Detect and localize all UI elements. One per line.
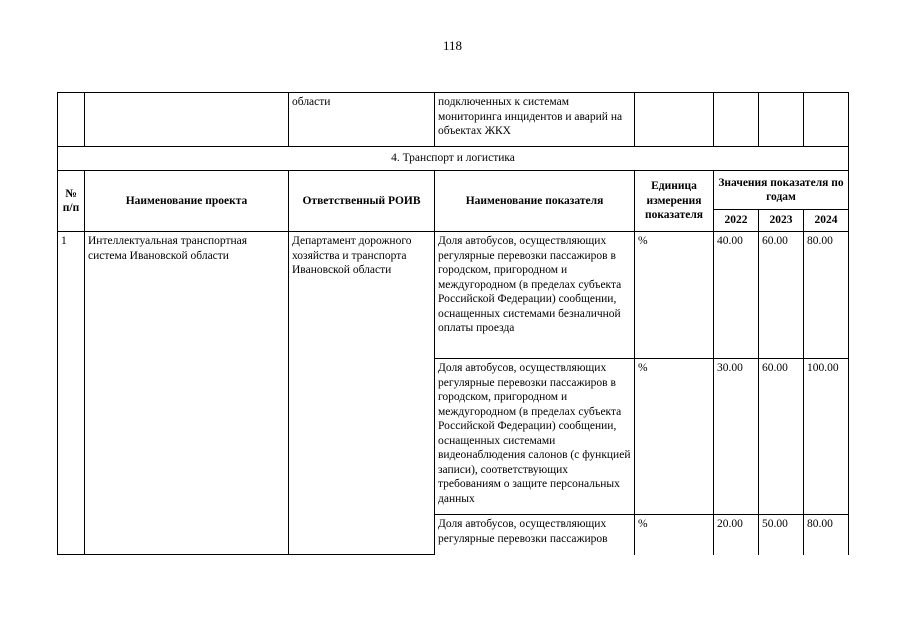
header-roiv: Ответственный РОИВ [289, 171, 435, 232]
indicator-name: Доля автобусов, осуществляющих регулярные перевозки пассажиров в городском, пригородном и междугородном (в пределах субъекта Российской Федерации) сообщении, оснащенных системами видеонаблюдения салонов (с функцией записи), соответствующих требованиям о защите персональных данных [435, 359, 635, 515]
indicators-table [57, 92, 849, 555]
continuation-indicator-cell: подключенных к системам мониторинга инцидентов и аварий на объектах ЖКХ [435, 93, 635, 147]
header-year-2024: 2024 [804, 210, 849, 232]
indicator-value-2022: 40.00 [714, 232, 759, 359]
continuation-2022-cell [714, 93, 759, 147]
continuation-project-cell [85, 93, 289, 147]
project-roiv: Департамент дорожного хозяйства и транспорта Ивановской области [289, 232, 435, 555]
section-row [58, 147, 849, 171]
continuation-unit-cell [635, 93, 714, 147]
header-year-2022: 2022 [714, 210, 759, 232]
continuation-2023-cell [759, 93, 804, 147]
indicator-value-2023: 50.00 [759, 515, 804, 555]
indicator-unit: % [635, 515, 714, 555]
table-row [58, 232, 849, 359]
indicator-value-2022: 20.00 [714, 515, 759, 555]
header-indicator: Наименование показателя [435, 171, 635, 232]
continuation-number-cell [58, 93, 85, 147]
indicator-value-2024: 100.00 [804, 359, 849, 515]
continuation-roiv-cell: области [289, 93, 435, 147]
section-title: 4. Транспорт и логистика [58, 147, 849, 171]
indicator-name: Доля автобусов, осуществляющих регулярные перевозки пассажиров в городском, пригородном и междугородном (в пределах субъекта Российской Федерации) сообщении, оснащенных системами безналичной оплаты проезда [435, 232, 635, 359]
indicator-unit: % [635, 359, 714, 515]
header-unit: Единица измерения показателя [635, 171, 714, 232]
indicator-value-2024: 80.00 [804, 232, 849, 359]
indicator-value-2024: 80.00 [804, 515, 849, 555]
header-row [58, 171, 849, 210]
header-project: Наименование проекта [85, 171, 289, 232]
indicator-name: Доля автобусов, осуществляющих регулярные перевозки пассажиров [435, 515, 635, 555]
project-name: Интеллектуальная транспортная система Ивановской области [85, 232, 289, 555]
project-number: 1 [58, 232, 85, 555]
page-number: 118 [442, 38, 463, 53]
indicator-value-2022: 30.00 [714, 359, 759, 515]
continuation-2024-cell [804, 93, 849, 147]
indicator-value-2023: 60.00 [759, 359, 804, 515]
indicator-value-2023: 60.00 [759, 232, 804, 359]
header-number: № п/п [58, 171, 85, 232]
indicator-unit: % [635, 232, 714, 359]
header-year-2023: 2023 [759, 210, 804, 232]
header-values: Значения показателя по годам [714, 171, 849, 210]
continuation-row [58, 93, 849, 147]
